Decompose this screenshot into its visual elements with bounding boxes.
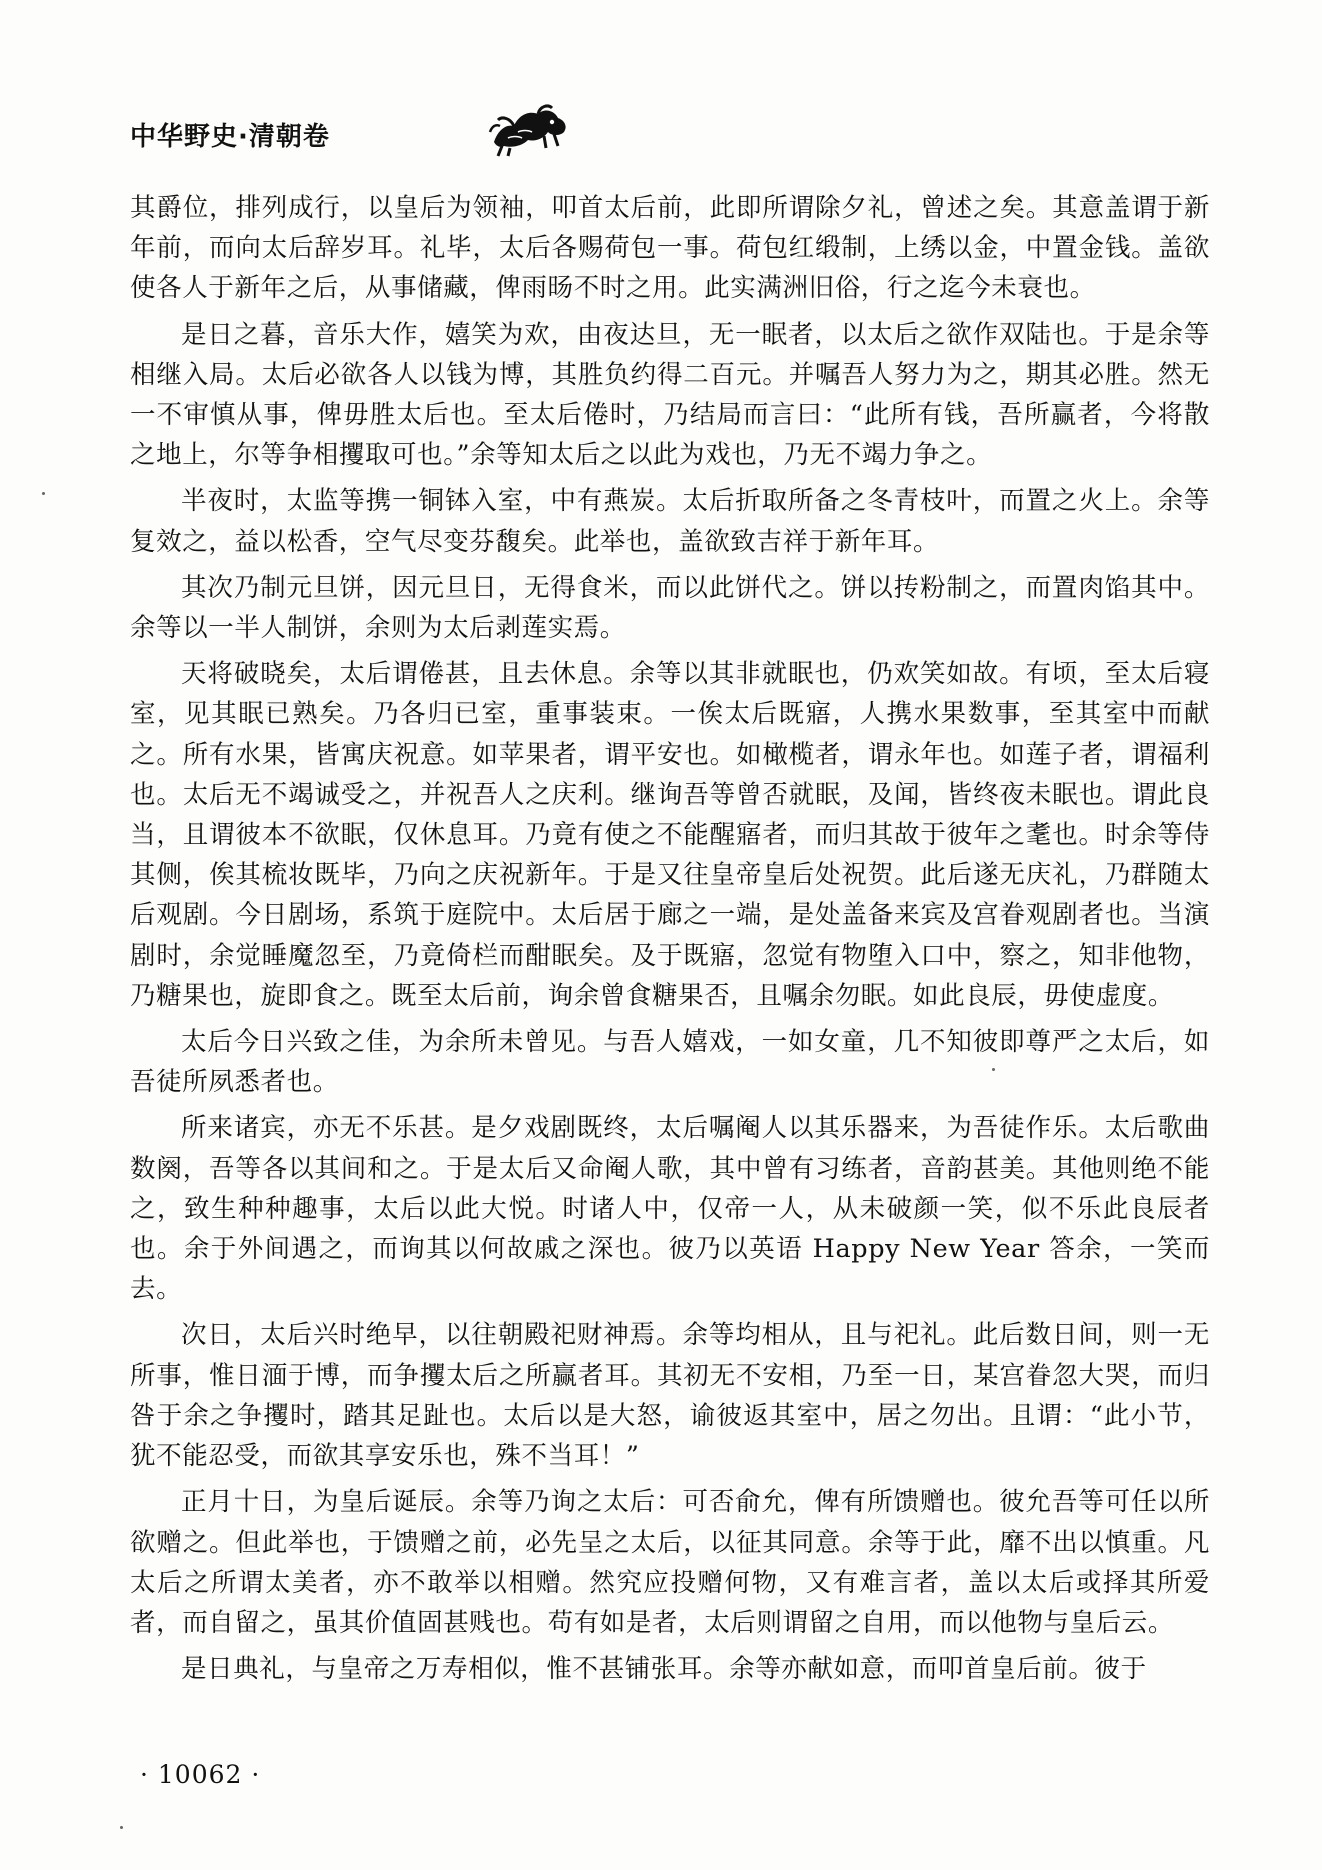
page-number: · 10062 · — [140, 1760, 261, 1789]
dragon-emblem-icon — [488, 102, 570, 158]
paragraph-2: 是日之暮，音乐大作，嬉笑为欢，由夜达旦，无一眠者，以太后之欲作双陆也。于是余等相继入局。太后必欲各人以钱为博，其胜负约得二百元。并嘱吾人努力为之，期其必胜。然无一不审慎从事，俾毋胜太后也。至太后倦时，乃结局而言曰：“此所有钱，吾所赢者，今将散之地上，尔等争相攫取可也。”余等知太后之以此为戏也，乃无不竭力争之。 — [130, 319, 1210, 471]
paragraph-1: 其爵位，排列成行，以皇后为领袖，叩首太后前，此即所谓除夕礼，曾述之矣。其意盖谓于新年前，而向太后辞岁耳。礼毕，太后各赐荷包一事。荷包红缎制，上绣以金，中置金钱。盖欲使各人于新年之后，从事储藏，俾雨旸不时之用。此实满洲旧俗，行之迄今未衰也。 — [130, 193, 1210, 304]
main-text — [130, 188, 1210, 1689]
book-title: 中华野史·清朝卷 — [130, 122, 330, 152]
paragraph-3: 半夜时，太监等携一铜钵入室，中有燕炭。太后折取所备之冬青枝叶，而置之火上。余等复效之，益以松香，空气尽变芬馥矣。此举也，盖欲致吉祥于新年耳。 — [130, 486, 1210, 557]
paragraph-4: 其次乃制元旦饼，因元旦日，无得食米，而以此饼代之。饼以抟粉制之，而置肉馅其中。余等以一半人制饼，余则为太后剥莲实焉。 — [130, 572, 1210, 644]
paragraph-8: 次日，太后兴时绝早，以往朝殿祀财神焉。余等均相从，且与祀礼。此后数日间，则一无所事，惟日湎于博，而争攫太后之所赢者耳。其初无不安相，乃至一日，某宫眷忽大哭，而归咎于余之争攫时，踏其足趾也。太后以是大怒，谕彼返其室中，居之勿出。且谓：“此小节，犹不能忍受，而欲其享安乐也，殊不当耳！” — [130, 1320, 1210, 1472]
paragraph-10: 是日典礼，与皇帝之万寿相似，惟不甚铺张耳。余等亦献如意，而叩首皇后前。彼于 — [181, 1654, 1147, 1685]
paragraph-7: 所来诸宾，亦无不乐甚。是夕戏剧既终，太后嘱阉人以其乐器来，为吾徒作乐。太后歌曲数阕，吾等各以其间和之。于是太后又命阉人歌，其中曾有习练者，音韵甚美。其他则绝不能之，致生种种趣事，太后以此大悦。时诸人中，仅帝一人，从未破颜一笑，似不乐此良辰者也。余于外间遇之，而询其以何故戚之深也。彼乃以英语 Happy New Year 答余，一笑而去。 — [130, 1113, 1210, 1305]
running-header — [130, 110, 1210, 158]
scan-speck — [120, 1826, 123, 1829]
scan-speck — [992, 1068, 995, 1071]
paragraph-6: 太后今日兴致之佳，为余所未曾见。与吾人嬉戏，一如女童，几不知彼即尊严之太后，如吾徒所夙悉者也。 — [130, 1027, 1210, 1098]
scan-speck — [42, 492, 45, 495]
paragraph-5: 天将破晓矣，太后谓倦甚，且去休息。余等以其非就眠也，仍欢笑如故。有顷，至太后寝室，见其眠已熟矣。乃各归已室，重事装束。一俟太后既寤，人携水果数事，至其室中而献之。所有水果，皆寓庆祝意。如苹果者，谓平安也。如橄榄者，谓永年也。如莲子者，谓福利也。太后无不竭诚受之，并祝吾人之庆利。继询吾等曾否就眠，及闻，皆终夜未眠也。谓此良当，且谓彼本不欲眠，仅休息耳。乃竟有使之不能醒寤者，而归其故于彼年之耄也。时余等侍其侧，俟其梳妆既毕，乃向之庆祝新年。于是又往皇帝皇后处祝贺。此后遂无庆礼，乃群随太后观剧。今日剧场，系筑于庭院中。太后居于廊之一端，是处盖备来宾及宫眷观剧者也。当演剧时，余觉睡魔忽至，乃竟倚栏而酣眠矣。及于既寤，忽觉有物堕入口中，察之，知非他物，乃糖果也，旋即食之。既至太后前，询余曾食糖果否，且嘱余勿眠。如此良辰，毋使虚度。 — [130, 659, 1210, 1011]
paragraph-9: 正月十日，为皇后诞辰。余等乃询之太后：可否俞允，俾有所馈赠也。彼允吾等可任以所欲赠之。但此举也，于馈赠之前，必先呈之太后，以征其同意。余等于此，靡不出以慎重。凡太后之所谓太美者，亦不敢举以相赠。然究应投赠何物，又有难言者，盖以太后或择其所爱者，而自留之，虽其价值固甚贱也。苟有如是者，太后则谓留之自用，而以他物与皇后云。 — [130, 1487, 1210, 1638]
